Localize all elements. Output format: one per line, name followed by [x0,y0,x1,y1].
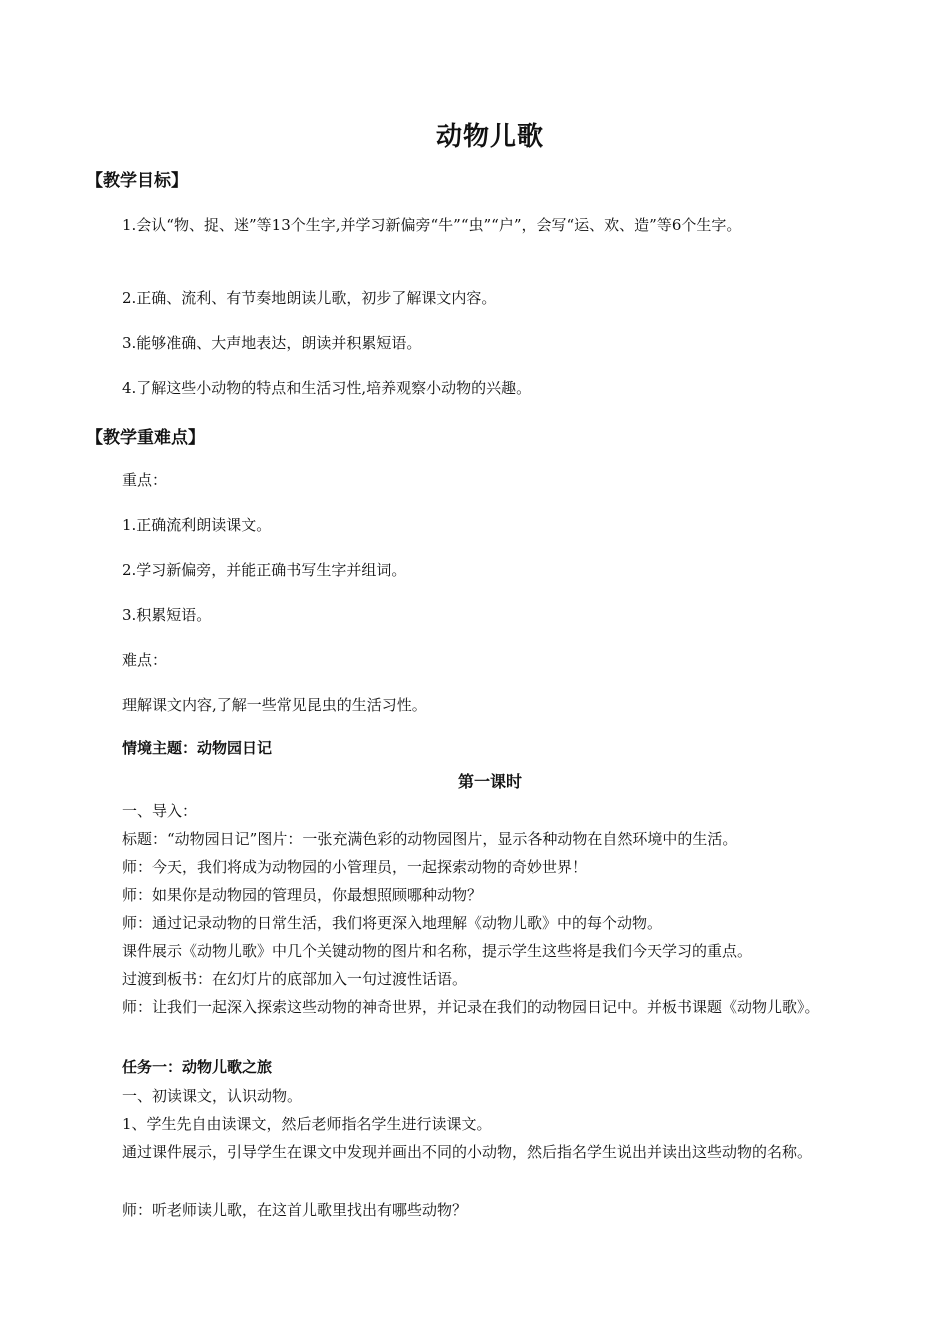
difficult-label: 难点： [122,651,168,669]
objective-item: 1.会认“物、捉、迷”等13个生字,并学习新偏旁“牛”“虫”“户”，会写“运、欢、造”等6个生字。 [122,216,742,234]
task-line: 一、初读课文，认识动物。 [122,1087,303,1105]
scenario-theme: 情境主题：动物园日记 [122,739,273,757]
task-line: 通过课件展示，引导学生在课文中发现并画出不同的小动物，然后指名学生说出并读出这些动物的名称。 [122,1143,813,1161]
lesson-heading: 第一课时 [457,772,522,791]
difficult-text: 理解课文内容,了解一些常见昆虫的生活习性。 [122,696,427,714]
lesson-line: 师：让我们一起深入探索这些动物的神奇世界，并记录在我们的动物园日记中。并板书课题《动物儿歌》。 [122,998,820,1016]
lesson-line: 师：今天，我们将成为动物园的小管理员，一起探索动物的奇妙世界！ [122,858,588,876]
section-heading-key-points: 【教学重难点】 [86,428,205,448]
objective-item: 3.能够准确、大声地表达，朗读并积累短语。 [122,334,422,352]
lesson-line: 课件展示《动物儿歌》中几个关键动物的图片和名称，提示学生这些将是我们今天学习的重点。 [122,942,753,960]
objective-item: 2.正确、流利、有节奏地朗读儿歌，初步了解课文内容。 [122,289,497,307]
key-item: 3.积累短语。 [122,606,212,624]
task-line: 师：听老师读儿歌，在这首儿歌里找出有哪些动物？ [122,1201,468,1219]
key-label: 重点： [122,471,168,489]
lesson-line: 师：通过记录动物的日常生活，我们将更深入地理解《动物儿歌》中的每个动物。 [122,914,663,932]
task-heading: 任务一：动物儿歌之旅 [122,1058,273,1076]
objective-item: 4.了解这些小动物的特点和生活习性,培养观察小动物的兴趣。 [122,379,532,397]
lesson-line: 标题：“动物园日记”图片：一张充满色彩的动物园图片，显示各种动物在自然环境中的生活。 [122,830,738,848]
task-line: 1、学生先自由读课文，然后老师指名学生进行读课文。 [122,1115,492,1133]
key-item: 1.正确流利朗读课文。 [122,516,272,534]
lesson-line: 过渡到板书：在幻灯片的底部加入一句过渡性话语。 [122,970,468,988]
key-item: 2.学习新偏旁，并能正确书写生字并组词。 [122,561,407,579]
lesson-line: 师：如果你是动物园的管理员，你最想照顾哪种动物？ [122,886,483,904]
section-heading-objectives: 【教学目标】 [86,171,188,191]
lesson-line: 一、导入： [122,802,198,820]
document-title: 动物儿歌 [435,122,544,152]
